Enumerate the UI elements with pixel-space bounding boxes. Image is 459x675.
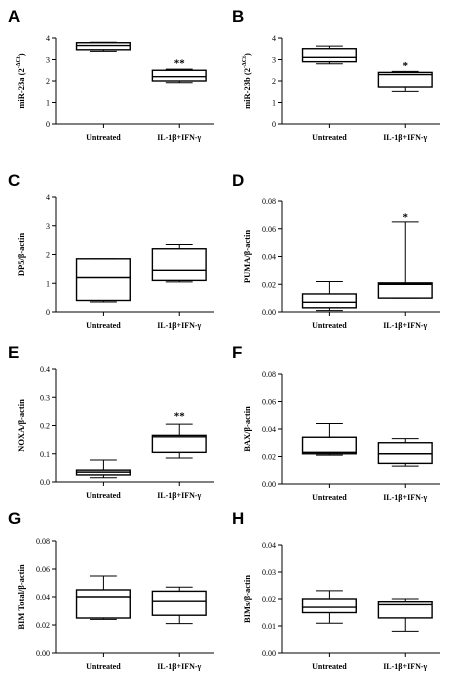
panel-d-box-1 xyxy=(303,281,357,310)
panel-b-y-axis-label-text: miR-23b (2 xyxy=(242,68,252,109)
panel-b-y-axis-label-sup: -ΔCt xyxy=(242,55,248,69)
panel-c-box-1 xyxy=(77,259,131,302)
panel-a-y-axis-label-suffix: ) xyxy=(16,53,26,57)
panel-c-y-tick-label: 3 xyxy=(46,221,50,231)
panel-b-box-1 xyxy=(303,46,357,64)
panel-h xyxy=(232,509,440,671)
panel-g-category-label: IL-1β+IFN-γ xyxy=(157,662,202,671)
panel-f-category-label: IL-1β+IFN-γ xyxy=(383,493,428,502)
panel-h-y-tick-label: 0.01 xyxy=(262,622,276,631)
panel-f-y-tick-label: 0.06 xyxy=(262,397,276,407)
panel-h-box-iqr xyxy=(303,599,357,613)
panel-g xyxy=(8,509,214,671)
panel-e-category-label: Untreated xyxy=(86,491,121,500)
panel-e-y-tick-label: 0.2 xyxy=(40,421,50,431)
panel-c-box-2 xyxy=(152,244,206,281)
panel-a-y-tick-label: 0 xyxy=(46,120,50,129)
panel-d-y-tick-label: 0.08 xyxy=(262,197,276,206)
panel-e-y-tick-label: 0.3 xyxy=(40,393,50,403)
panel-c-y-tick-label: 2 xyxy=(46,250,50,260)
panel-a-y-axis-label-sup: -ΔCt xyxy=(16,56,22,69)
panel-f-y-tick-label: 0.00 xyxy=(262,480,276,489)
panel-e xyxy=(8,343,214,500)
panel-h-y-tick-label: 0.04 xyxy=(262,541,276,550)
panel-b-box-iqr xyxy=(303,49,357,62)
panel-a-box-1 xyxy=(77,42,131,51)
panel-e-letter: E xyxy=(8,343,20,362)
panel-g-y-tick-label: 0.04 xyxy=(36,593,50,602)
panel-e-y-tick-label: 0.4 xyxy=(40,365,50,374)
panel-a-category-label: IL-1β+IFN-γ xyxy=(157,133,202,142)
panel-c-category-label: Untreated xyxy=(86,321,121,330)
panel-b-box-2 xyxy=(378,71,432,91)
panel-d-category-label: IL-1β+IFN-γ xyxy=(383,321,428,330)
panel-f-box-1 xyxy=(303,424,357,456)
panel-b-y-axis-label-suffix: ) xyxy=(242,53,252,56)
panel-c-category-label: IL-1β+IFN-γ xyxy=(157,321,202,330)
panel-e-y-axis-label-text: NOXA/β-actin xyxy=(16,399,26,452)
panel-d xyxy=(232,171,440,330)
panel-f-y-axis-label xyxy=(242,406,252,452)
panel-d-y-tick-label: 0.06 xyxy=(262,224,276,234)
panel-d-y-tick-label: 0.00 xyxy=(262,308,276,317)
panel-d-y-tick-label: 0.04 xyxy=(262,252,276,262)
panel-a-y-axis-label xyxy=(16,53,26,108)
panel-a-y-tick-label: 3 xyxy=(46,55,50,65)
panel-a-y-tick-label: 2 xyxy=(46,77,50,86)
panel-a-box-iqr xyxy=(77,43,131,50)
panel-a xyxy=(8,7,214,142)
panel-g-box-iqr xyxy=(77,590,131,618)
panel-d-y-axis-label xyxy=(242,230,252,283)
panel-g-box-1 xyxy=(77,576,131,619)
panel-h-category-label: IL-1β+IFN-γ xyxy=(383,662,428,671)
panel-b-y-tick-label: 4 xyxy=(272,34,276,43)
panel-h-box-1 xyxy=(303,591,357,623)
panel-a-significance: ** xyxy=(173,57,185,70)
panel-b xyxy=(232,7,440,142)
panel-a-y-axis-label-text: miR-23a (2 xyxy=(16,68,26,109)
panel-e-y-tick-label: 0.1 xyxy=(40,449,50,459)
panel-b-letter: B xyxy=(232,7,245,26)
panel-b-y-tick-label: 3 xyxy=(272,55,276,65)
panel-d-significance: * xyxy=(402,211,408,224)
panel-e-category-label: IL-1β+IFN-γ xyxy=(157,491,202,500)
panel-c-letter: C xyxy=(8,171,21,190)
panel-f-category-label: Untreated xyxy=(312,493,347,502)
panel-b-category-label: IL-1β+IFN-γ xyxy=(383,133,428,142)
panel-h-category-label: Untreated xyxy=(312,662,347,671)
panel-c xyxy=(8,171,214,330)
panel-d-y-tick-label: 0.02 xyxy=(262,280,276,290)
panel-b-y-tick-label: 0 xyxy=(272,120,276,129)
panel-e-box-1 xyxy=(77,460,131,478)
panel-a-category-label: Untreated xyxy=(86,133,121,142)
panel-e-box-2 xyxy=(152,424,206,458)
panel-f-y-tick-label: 0.04 xyxy=(262,425,276,434)
panel-a-y-tick-label: 1 xyxy=(46,98,50,108)
panel-f-box-iqr xyxy=(303,437,357,454)
panel-b-y-axis-label xyxy=(242,53,252,109)
panel-g-y-tick-label: 0.08 xyxy=(36,537,50,546)
panel-e-box-iqr xyxy=(152,435,206,452)
panel-b-y-tick-label: 2 xyxy=(272,77,276,86)
panel-g-y-tick-label: 0.02 xyxy=(36,621,50,630)
panel-f-box-2 xyxy=(378,439,432,467)
panel-b-y-tick-label: 1 xyxy=(272,98,276,108)
panel-g-box-2 xyxy=(152,587,206,623)
panel-g-letter: G xyxy=(8,509,22,528)
panel-f-y-tick-label: 0.02 xyxy=(262,452,276,462)
panel-e-y-tick-label: 0.0 xyxy=(40,478,50,487)
panel-f-y-tick-label: 0.08 xyxy=(262,370,276,379)
panel-a-letter: A xyxy=(8,7,21,26)
panel-h-y-tick-label: 0.03 xyxy=(262,568,276,577)
panel-h-letter: H xyxy=(232,509,245,528)
panel-a-box-2 xyxy=(152,69,206,83)
panel-d-box-iqr xyxy=(303,294,357,308)
panel-b-category-label: Untreated xyxy=(312,133,347,142)
panel-d-box-2 xyxy=(378,222,432,298)
panel-c-y-tick-label: 1 xyxy=(46,279,50,289)
panel-c-y-tick-label: 4 xyxy=(46,193,50,202)
panel-d-category-label: Untreated xyxy=(312,321,347,330)
panel-g-category-label: Untreated xyxy=(86,662,121,671)
panel-c-y-axis-label xyxy=(16,233,26,276)
panel-c-box-iqr xyxy=(152,249,206,281)
panel-e-significance: ** xyxy=(173,410,185,423)
panel-g-y-axis-label xyxy=(16,564,26,629)
panel-f-letter: F xyxy=(232,343,243,362)
panel-a-box-iqr xyxy=(152,70,206,81)
panel-g-y-axis-label-text: BIM Total/β-actin xyxy=(16,564,26,630)
panel-h-y-axis-label xyxy=(242,575,252,623)
panel-h-y-tick-label: 0.02 xyxy=(262,595,276,604)
panel-b-significance: * xyxy=(402,59,408,72)
panel-d-y-axis-label-text: PUMA/β-actin xyxy=(242,229,252,284)
panel-h-y-axis-label-text: BIMs/β-actin xyxy=(242,575,252,623)
panel-f-y-axis-label-text: BAX/β-actin xyxy=(242,406,252,452)
panel-d-box-iqr xyxy=(378,283,432,298)
panel-f xyxy=(232,343,440,502)
panel-h-box-2 xyxy=(378,599,432,631)
panel-c-y-axis-label-text: DP5/β-actin xyxy=(16,232,26,277)
panel-c-box-iqr xyxy=(77,259,131,301)
panel-c-y-tick-label: 0 xyxy=(46,308,50,317)
panel-g-y-tick-label: 0.00 xyxy=(36,649,50,658)
panel-e-y-axis-label xyxy=(16,399,26,452)
panel-g-y-tick-label: 0.06 xyxy=(36,565,50,574)
panel-g-box-iqr xyxy=(152,591,206,615)
panel-d-letter: D xyxy=(232,171,245,190)
panel-h-y-tick-label: 0.00 xyxy=(262,649,276,658)
panel-a-y-tick-label: 4 xyxy=(46,34,50,43)
